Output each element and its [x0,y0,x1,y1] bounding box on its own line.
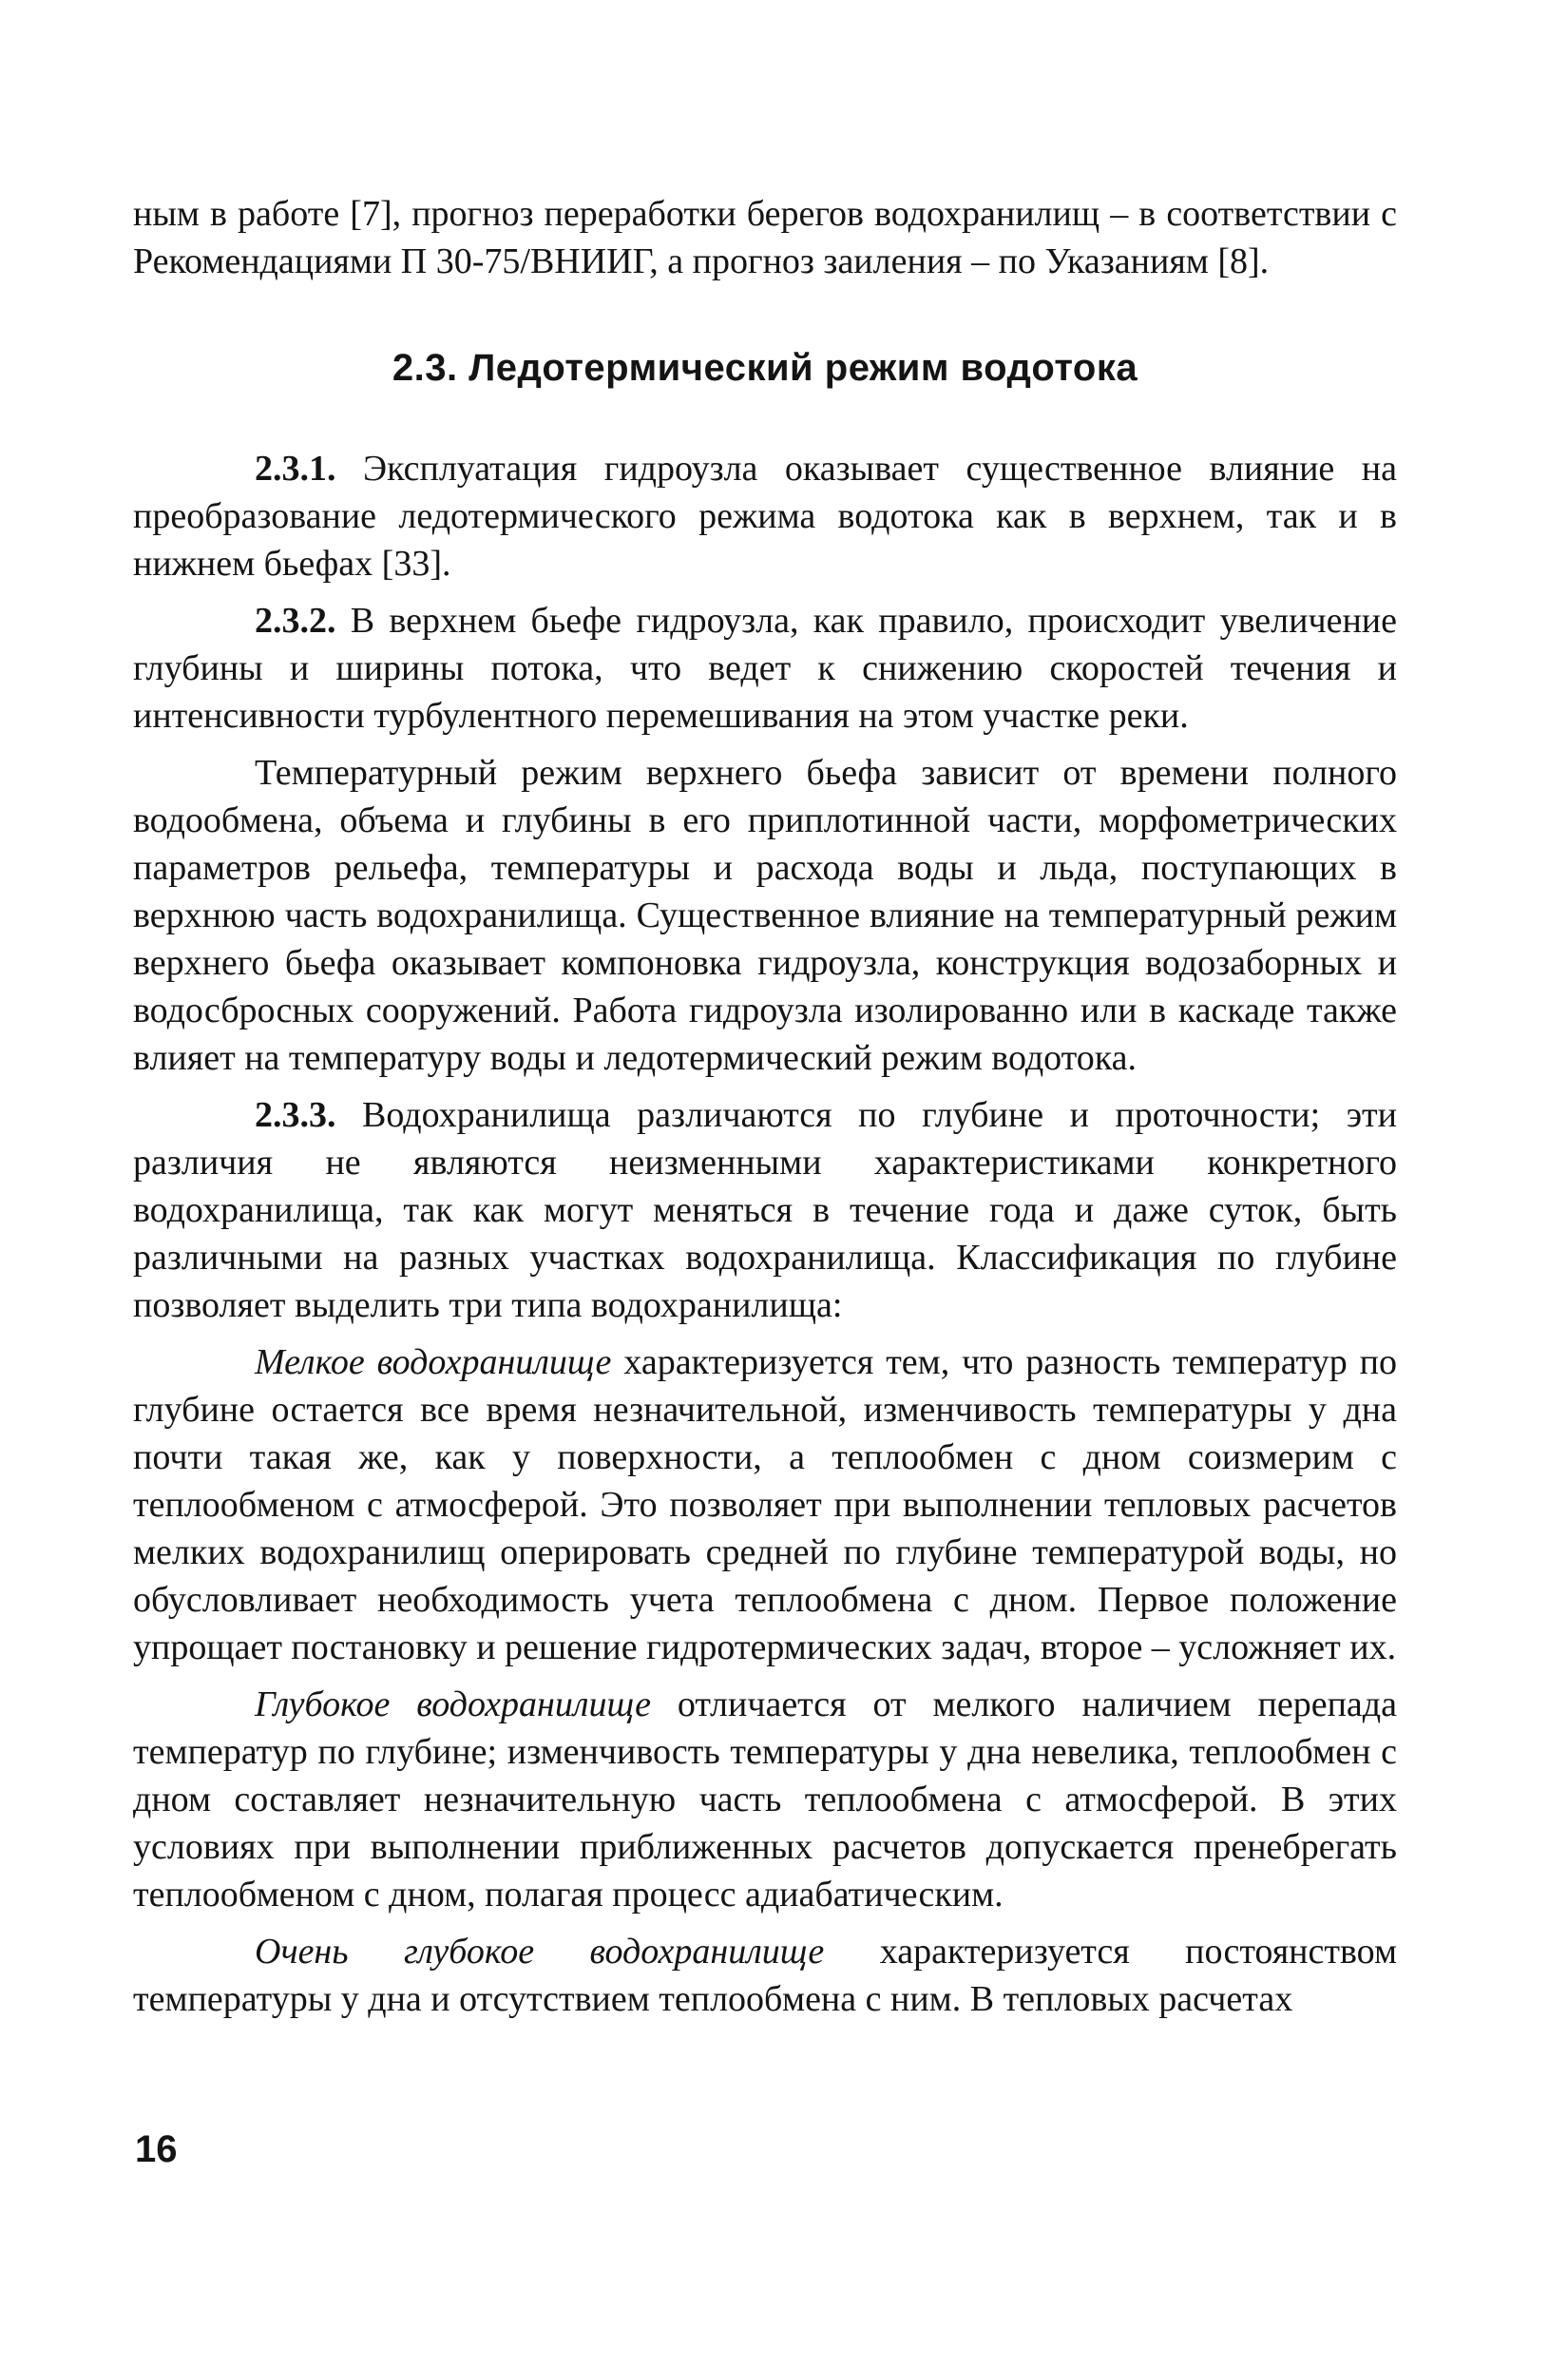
paragraph-2-3-3-text: Водохранилища различаются по глубине и проточности; эти различия не являются неизменными характеристиками конкретного водохранилища, так как могут меняться в течение года и даже суток, быть различными на разных участках водохранилища. Классификация по глубине позволяет выделить три типа водохранилища: [133,1095,1397,1325]
paragraph-deep-reservoir [133,1681,1397,1918]
page-number: 16 [135,2128,178,2170]
term-deep-reservoir: Глубокое водохранилище [255,1684,651,1724]
paragraph-temperature-regime [133,749,1397,1082]
paragraph-very-deep-reservoir-text: характеризуется постоянством температуры у дна и отсутствием теплообмена с ним. В тепловых расчетах [133,1932,1397,2019]
page-body [133,190,1397,2023]
clause-number-2-3-3: 2.3.3. [255,1095,336,1135]
paragraph-2-3-3 [133,1091,1397,1329]
paragraph-very-deep-reservoir [133,1928,1397,2023]
paragraph-2-3-2 [133,597,1397,740]
paragraph-shallow-reservoir-text: характеризуется тем, что разность температур по глубине остается все время незначительной, изменчивость температуры у дна почти такая же, как у поверхности, а теплообмен с дном соизмерим с теплообменом с атмосферой. Это позволяет при выполнении тепловых расчетов мелких водохранилищ оперировать средней по глубине температурой воды, но обусловливает необходимость учета теплообмена с дном. Первое положение упрощает постановку и решение гидротермических задач, второе – усложняет их. [133,1342,1397,1667]
paragraph-shallow-reservoir [133,1338,1397,1671]
paragraph-2-3-1 [133,445,1397,587]
term-shallow-reservoir: Мелкое водохранилище [255,1342,612,1382]
paragraph-temperature-regime-text: Температурный режим верхнего бьефа зависит от времени полного водообмена, объема и глубины в его приплотинной части, морфометрических параметров рельефа, температуры и расхода воды и льда, поступающих в верхнюю часть водохранилища. Существенное влияние на температурный режим верхнего бьефа оказывает компоновка гидроузла, конструкция водозаборных и водосбросных сооружений. Работа гидроузла изолированно или в каскаде также влияет на температуру воды и ледотермический режим водотока. [133,753,1397,1078]
paragraph-deep-reservoir-text: отличается от мелкого наличием перепада температур по глубине; изменчивость температуры у дна невелика, теплообмен с дном составляет незначительную часть теплообмена с атмосферой. В этих условиях при выполнении приближенных расчетов допускается пренебрегать теплообменом с дном, полагая процесс адиабатическим. [133,1684,1397,1915]
section-heading: 2.3. Ледотермический режим водотока [392,347,1138,389]
paragraph-2-3-2-text: В верхнем бьефе гидроузла, как правило, происходит увеличение глубины и ширины потока, что ведет к снижению скоростей течения и интенсивности турбулентного перемешивания на этом участке реки. [133,601,1397,736]
term-very-deep-reservoir: Очень глубокое водохранилище [255,1932,825,1972]
clause-number-2-3-2: 2.3.2. [255,601,336,641]
intro-text: ным в работе [7], прогноз переработки берегов водохранилищ – в соответствии с Рекомендациями П 30-75/ВНИИГ, а прогноз заиления – по Указаниям [8]. [133,194,1397,281]
paragraph-2-3-1-text: Эксплуатация гидроузла оказывает существенное влияние на преобразование ледотермического режима водотока как в верхнем, так и в нижнем бьефах [33]. [133,449,1397,584]
clause-number-2-3-1: 2.3.1. [255,449,336,489]
intro-paragraph [133,190,1397,285]
